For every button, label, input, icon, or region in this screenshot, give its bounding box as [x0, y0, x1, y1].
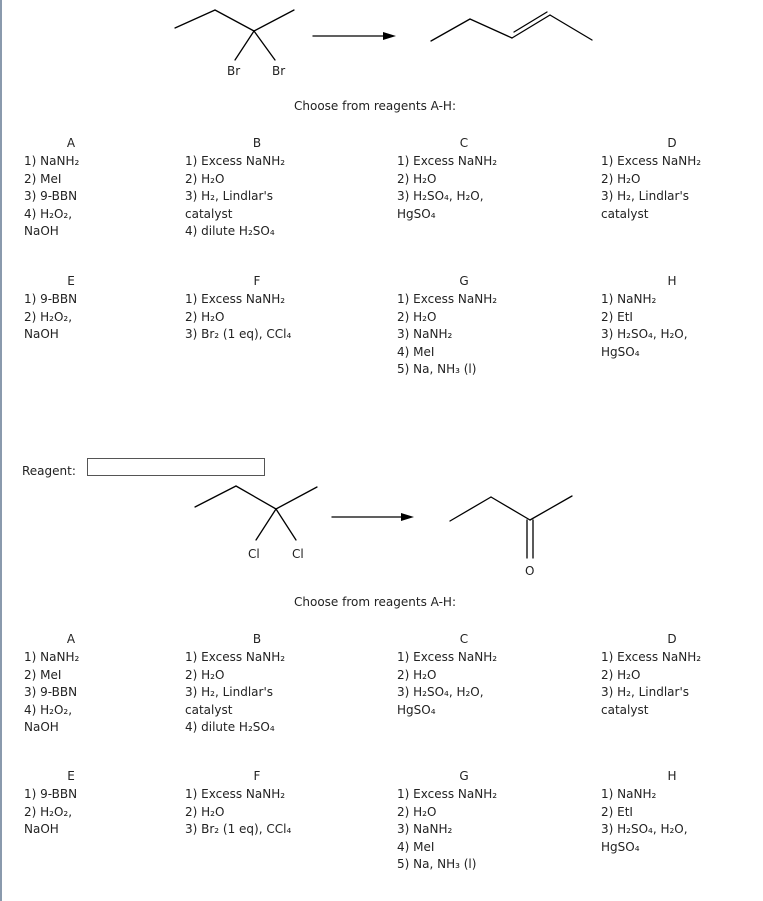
reagent-step: catalyst [185, 702, 233, 717]
halogen-label: Cl [292, 547, 304, 561]
reaction-arrow-head [401, 513, 414, 521]
reagent-letter: B [252, 136, 262, 150]
reagent-step: 3) 9-BBN [24, 685, 78, 699]
reagent-step: 2) H₂O [185, 804, 225, 819]
halogen-label: Cl [248, 547, 260, 561]
reagent-letter: G [459, 769, 469, 783]
bond [256, 509, 276, 540]
reagent-step: HgSO₄ [601, 839, 640, 854]
reagent-step: 3) NaNH₂ [397, 327, 453, 341]
double-bond-line [514, 12, 547, 32]
reagent-step: NaOH [24, 822, 59, 836]
reagent-step: 1) NaNH₂ [24, 154, 80, 168]
reaction-scheme-2 [180, 478, 600, 578]
reagent-step: 2) H₂O [185, 667, 225, 682]
reaction-arrow-head [383, 32, 396, 40]
reagent-step: NaOH [24, 224, 59, 238]
reagent-step: 2) H₂O [185, 171, 225, 186]
reagent-step: 2) H₂O [397, 171, 437, 186]
reagent-step: 4) H₂O₂, [24, 206, 73, 221]
reagent-input[interactable] [87, 458, 265, 476]
reagent-step: 1) Excess NaNH₂ [185, 292, 286, 306]
reagent-step: 3) H₂, Lindlar's [185, 685, 274, 699]
reagent-step: 1) Excess NaNH₂ [397, 787, 498, 801]
reagent-step: 2) EtI [601, 309, 633, 324]
reagent-letter: F [253, 274, 261, 288]
reagent-step: 2) EtI [601, 804, 633, 819]
reagent-step: 2) H₂O [601, 171, 641, 186]
bond [235, 31, 254, 60]
reagent-step: 3) H₂, Lindlar's [601, 685, 690, 699]
reagent-step: 2) MeI [24, 171, 62, 186]
choose-prompt: Choose from reagents A-H: [294, 99, 456, 113]
reagent-letter: F [253, 769, 261, 783]
reagent-step: 4) H₂O₂, [24, 702, 73, 717]
reagent-step: 1) Excess NaNH₂ [397, 292, 498, 306]
reagent-step: 4) MeI [397, 344, 435, 359]
bond [215, 10, 254, 31]
reagent-step: 1) NaNH₂ [601, 787, 657, 801]
bond [431, 19, 470, 41]
reagent-letter: C [459, 136, 469, 150]
bond [470, 19, 512, 38]
reagent-step: 1) Excess NaNH₂ [185, 787, 286, 801]
reagent-step: 2) H₂O₂, [24, 804, 73, 819]
bond [254, 31, 275, 60]
reagent-letter: D [667, 136, 677, 150]
reagent-step: 3) Br₂ (1 eq), CCl₄ [185, 822, 292, 836]
reagent-step: 1) Excess NaNH₂ [601, 154, 702, 168]
reagent-step: 2) MeI [24, 667, 62, 682]
reagent-step: 3) Br₂ (1 eq), CCl₄ [185, 327, 292, 341]
reagent-step: 1) Excess NaNH₂ [185, 154, 286, 168]
reagent-step: 3) H₂SO₄, H₂O, [601, 327, 688, 341]
reagent-step: 1) Excess NaNH₂ [397, 154, 498, 168]
reagent-letter: H [667, 769, 677, 783]
reagent-step: 2) H₂O₂, [24, 309, 73, 324]
reagent-step: HgSO₄ [601, 344, 640, 359]
reagent-letter: A [66, 632, 76, 646]
bond [195, 486, 236, 507]
bond [450, 497, 491, 521]
reagent-step: catalyst [601, 206, 649, 221]
bond [276, 487, 317, 509]
reagent-letter: C [459, 632, 469, 646]
halogen-label: Br [227, 64, 241, 78]
reagent-letter: E [67, 769, 75, 783]
reagent-letter: H [667, 274, 677, 288]
reagent-step: HgSO₄ [397, 206, 436, 221]
reagent-letter: A [66, 136, 76, 150]
halogen-label: Br [272, 64, 286, 78]
reagent-step: 2) H₂O [601, 667, 641, 682]
reagent-step: 1) Excess NaNH₂ [185, 650, 286, 664]
reaction-scheme-1 [160, 5, 610, 85]
bond [175, 10, 215, 28]
reagent-step: 1) NaNH₂ [24, 650, 80, 664]
reagent-step: NaOH [24, 720, 59, 734]
bond [276, 509, 296, 540]
bond [236, 486, 276, 509]
reagent-step: 3) H₂, Lindlar's [185, 189, 274, 203]
reagent-step: 1) Excess NaNH₂ [397, 650, 498, 664]
reagent-letter: E [67, 274, 75, 288]
reagent-step: catalyst [601, 702, 649, 717]
reagent-step: 1) NaNH₂ [601, 292, 657, 306]
reagent-letter: D [667, 632, 677, 646]
oxygen-label: O [525, 564, 535, 578]
reagent-step: 2) H₂O [397, 309, 437, 324]
reagent-step: 3) H₂, Lindlar's [601, 189, 690, 203]
reagent-step: 1) Excess NaNH₂ [601, 650, 702, 664]
reagent-letter: B [252, 632, 262, 646]
reagent-step: 1) 9-BBN [24, 787, 78, 801]
reagent-step: HgSO₄ [397, 702, 436, 717]
reagent-step: 3) H₂SO₄, H₂O, [397, 685, 484, 699]
reagent-step: 3) NaNH₂ [397, 822, 453, 836]
bond [530, 496, 572, 520]
reagent-step: 1) 9-BBN [24, 292, 78, 306]
reagent-step: 3) H₂SO₄, H₂O, [601, 822, 688, 836]
bond [512, 15, 550, 38]
reagent-step: catalyst [185, 206, 233, 221]
bond [550, 15, 592, 40]
reagent-step: 4) dilute H₂SO₄ [185, 720, 275, 734]
reagent-step: 2) H₂O [397, 667, 437, 682]
reagent-step: 4) MeI [397, 839, 435, 854]
reagent-step: 4) dilute H₂SO₄ [185, 224, 275, 238]
reagent-step: 2) H₂O [397, 804, 437, 819]
reagent-step: 2) H₂O [185, 309, 225, 324]
choose-prompt: Choose from reagents A-H: [294, 595, 456, 609]
reagent-step: 3) H₂SO₄, H₂O, [397, 189, 484, 203]
reagent-label: Reagent: [22, 464, 76, 478]
reagent-letter: G [459, 274, 469, 288]
reagent-step: 5) Na, NH₃ (l) [397, 857, 477, 871]
bond [254, 10, 294, 31]
reagent-step: NaOH [24, 327, 59, 341]
reagent-step: 5) Na, NH₃ (l) [397, 362, 477, 376]
reagent-step: 3) 9-BBN [24, 189, 78, 203]
bond [491, 497, 530, 520]
